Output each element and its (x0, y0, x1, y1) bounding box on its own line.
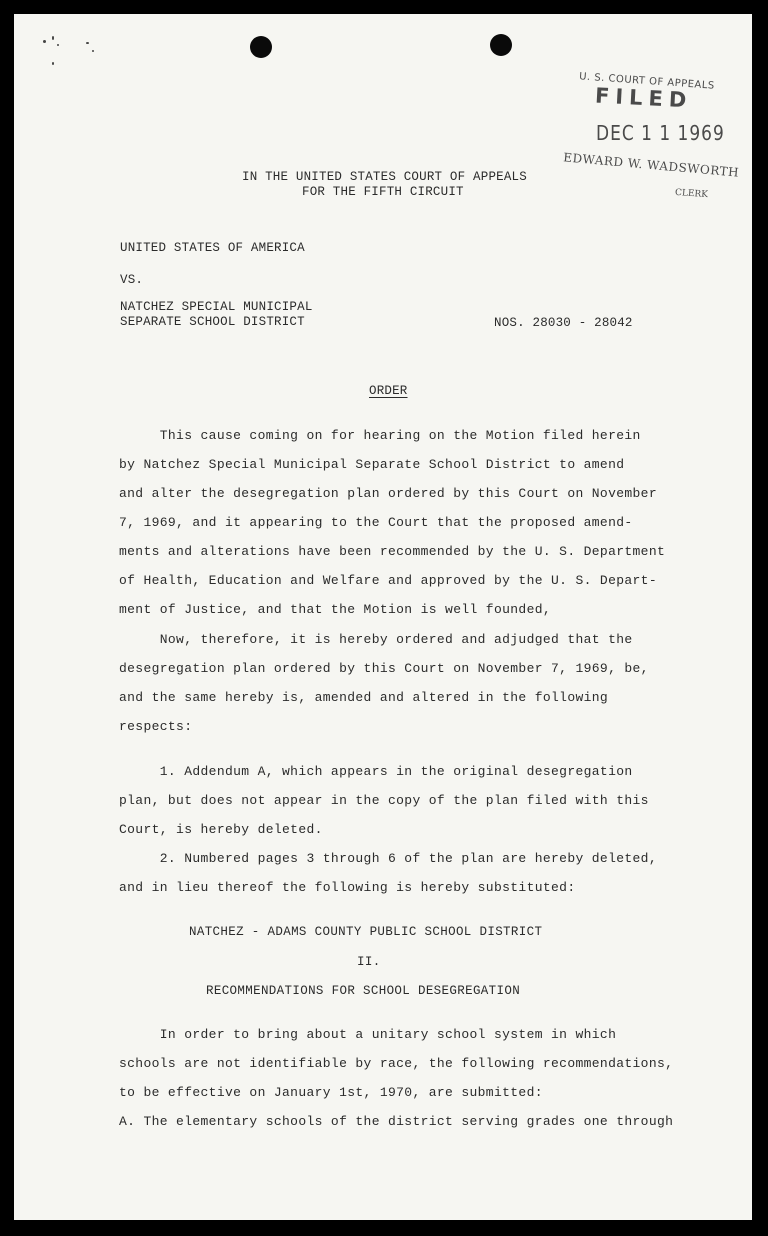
body-line: and the same hereby is, amended and altered in the following (119, 690, 609, 705)
speck (86, 42, 89, 44)
stamp-date: DEC 1 1 1969 (596, 122, 725, 146)
speck (52, 62, 54, 65)
versus: VS. (120, 273, 144, 287)
speck (57, 44, 59, 46)
stamp-court: U. S. COURT OF APPEALS (578, 71, 716, 92)
body-line: and in lieu thereof the following is hereby substituted: (119, 880, 576, 895)
defendant-line2: SEPARATE SCHOOL DISTRICT (120, 315, 305, 329)
defendant-line1: NATCHEZ SPECIAL MUNICIPAL (120, 300, 313, 314)
body-line: and alter the desegregation plan ordered by this Court on November (119, 486, 657, 501)
body-line: desegregation plan ordered by this Court on November 7, 1969, be, (119, 661, 649, 676)
body-line: 2. Numbered pages 3 through 6 of the plan are hereby deleted, (119, 851, 657, 866)
document-page (14, 14, 752, 1220)
body-line: 1. Addendum A, which appears in the original desegregation (119, 764, 633, 779)
speck (52, 36, 54, 40)
body-line: 7, 1969, and it appearing to the Court that the proposed amend- (119, 515, 633, 530)
body-line: of Health, Education and Welfare and approved by the U. S. Depart- (119, 573, 657, 588)
section-title: RECOMMENDATIONS FOR SCHOOL DESEGREGATION (206, 984, 521, 998)
stamp-clerk-name: EDWARD W. WADSWORTH (562, 150, 740, 180)
section-district: NATCHEZ - ADAMS COUNTY PUBLIC SCHOOL DISTRICT (189, 925, 543, 939)
punch-hole-left (250, 36, 272, 58)
section-number: II. (357, 955, 381, 969)
speck (43, 40, 46, 43)
body-line: Court, is hereby deleted. (119, 822, 323, 837)
body-line: by Natchez Special Municipal Separate School District to amend (119, 457, 625, 472)
body-line: respects: (119, 719, 193, 734)
stamp-clerk-title: CLERK (674, 187, 709, 201)
body-line: ment of Justice, and that the Motion is well founded, (119, 602, 552, 617)
stamp-filed: FILED (594, 83, 693, 113)
closing-line: schools are not identifiable by race, the following recommendations, (119, 1056, 674, 1071)
body-line: This cause coming on for hearing on the Motion filed herein (119, 428, 641, 443)
plaintiff: UNITED STATES OF AMERICA (120, 241, 305, 255)
body-line: Now, therefore, it is hereby ordered and adjudged that the (119, 632, 633, 647)
case-numbers: NOS. 28030 - 28042 (494, 316, 633, 330)
body-line: plan, but does not appear in the copy of the plan filed with this (119, 793, 649, 808)
order-title: ORDER (369, 384, 408, 398)
punch-hole-right (490, 34, 512, 56)
closing-line: to be effective on January 1st, 1970, are submitted: (119, 1085, 543, 1100)
body-line: ments and alterations have been recommended by the U. S. Department (119, 544, 666, 559)
court-heading-line2: FOR THE FIFTH CIRCUIT (302, 185, 464, 199)
speck (92, 50, 94, 52)
court-heading-line1: IN THE UNITED STATES COURT OF APPEALS (242, 170, 527, 184)
closing-line: In order to bring about a unitary school system in which (119, 1027, 617, 1042)
closing-line: A. The elementary schools of the district serving grades one through (119, 1114, 674, 1129)
